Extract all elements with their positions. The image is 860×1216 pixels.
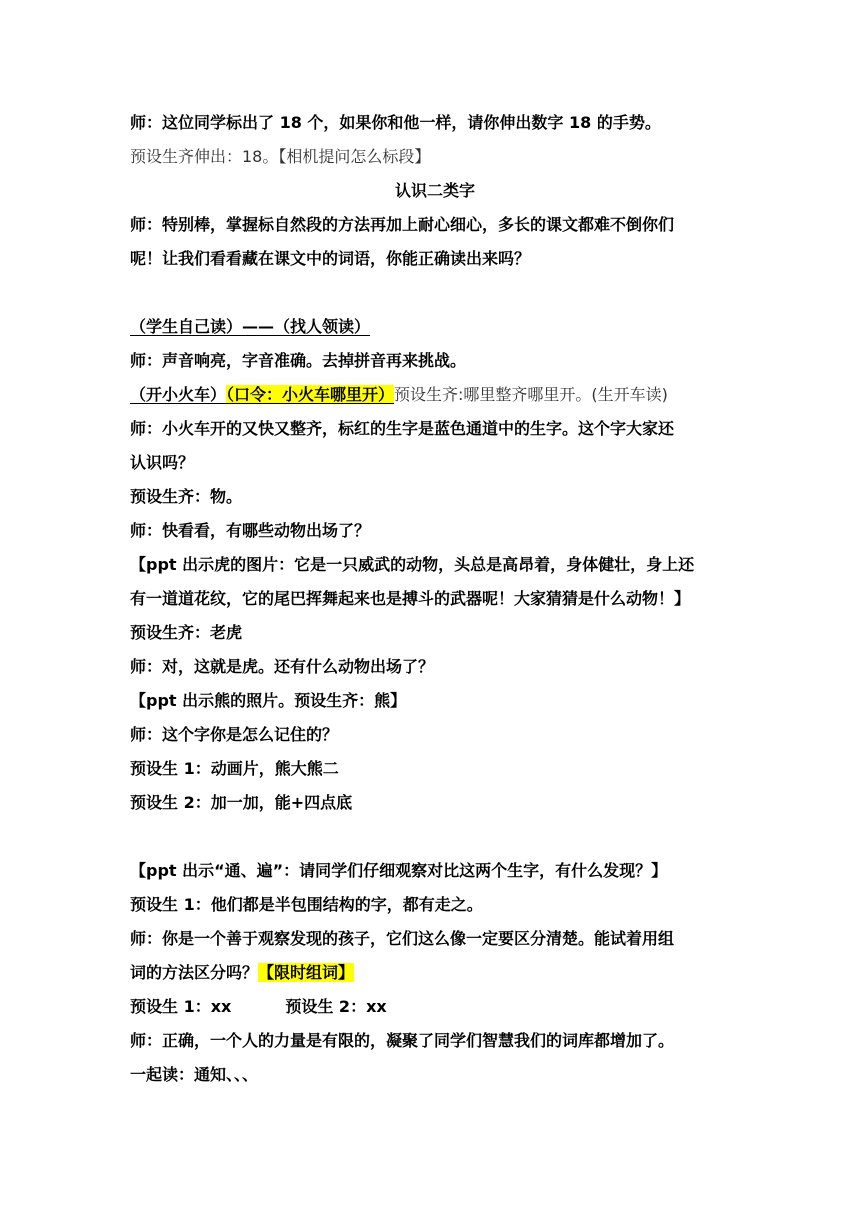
section-heading: 认识二类字: [394, 181, 475, 200]
group-words-question: 词的方法区分吗？: [130, 963, 259, 982]
preset-line: 预设生 2：加一加，能+四点底: [130, 793, 353, 812]
blank-line: [130, 820, 740, 854]
preset-line: 预设生齐伸出：18。【相机提问怎么标段】: [130, 147, 431, 166]
teacher-line: 师：这位同学标出了 18 个，如果你和他一样，请你伸出数字 18 的手势。: [130, 113, 661, 132]
teacher-line: 认识吗？: [130, 453, 195, 472]
preset-line: 预设生 1：动画片，熊大熊二: [130, 759, 339, 778]
teacher-line: 师：正确，一个人的力量是有限的，凝聚了同学们智慧我们的词库都增加了。: [130, 1031, 675, 1050]
ppt-note-line: 【ppt 出示“通、遍”：请同学们仔细观察对比这两个生字，有什么发现？】: [130, 861, 668, 880]
preset-line: 预设生 1：他们都是半包围结构的字，都有走之。: [130, 895, 483, 914]
teacher-line: 师：这个字你是怎么记住的？: [130, 725, 339, 744]
blank-line: [130, 276, 740, 310]
read-together-line: 一起读：通知、、、: [130, 1065, 259, 1084]
teacher-line: 师：对，这就是虎。还有什么动物出场了？: [130, 657, 435, 676]
train-command-highlight: （口令：小火车哪里开）: [226, 385, 395, 404]
preset-line: 预设生齐：老虎: [130, 623, 243, 642]
teacher-line: 师：小火车开的又快又整齐，标红的生字是蓝色通道中的生字。这个字大家还: [130, 419, 675, 438]
teacher-line: 呢！让我们看看藏在课文中的词语，你能正确读出来吗？: [130, 249, 531, 268]
timed-group-words-highlight: 【限时组词】: [258, 963, 355, 982]
teacher-line: 师：声音响亮，字音准确。去掉拼音再来挑战。: [130, 351, 467, 370]
train-activity-line: [130, 378, 740, 412]
preset-answers-line: [130, 990, 740, 1024]
teacher-line: 师：快看看，有哪些动物出场了？: [130, 521, 371, 540]
ppt-note-line: 【ppt 出示熊的照片。预设生齐：熊】: [130, 691, 407, 710]
teacher-line: 师：特别棒，掌握标自然段的方法再加上耐心细心，多长的课文都难不倒你们: [130, 215, 675, 234]
group-words-line: [130, 956, 740, 990]
reading-activity-text: （学生自己读）——（找人领读）: [130, 317, 371, 336]
teacher-line: 师：你是一个善于观察发现的孩子，它们这么像一定要区分清楚。能试着用组: [130, 929, 675, 948]
reading-activity-line: [130, 310, 740, 344]
ppt-note-line: 有一道道花纹，它的尾巴挥舞起来也是搏斗的武器呢！大家猜猜是什么动物！】: [130, 589, 691, 608]
document-body: [130, 106, 740, 1092]
preset-answer-1: 预设生 1：xx: [130, 997, 232, 1016]
train-activity-label: （开小火车）: [130, 385, 227, 404]
preset-line: 预设生齐：物。: [130, 487, 243, 506]
train-preset-response: 预设生齐:哪里整齐哪里开。(生开车读): [394, 385, 668, 404]
preset-answer-2: 预设生 2：xx: [285, 997, 387, 1016]
ppt-note-line: 【ppt 出示虎的图片：它是一只威武的动物，头总是高昂着，身体健壮，身上还: [130, 555, 695, 574]
